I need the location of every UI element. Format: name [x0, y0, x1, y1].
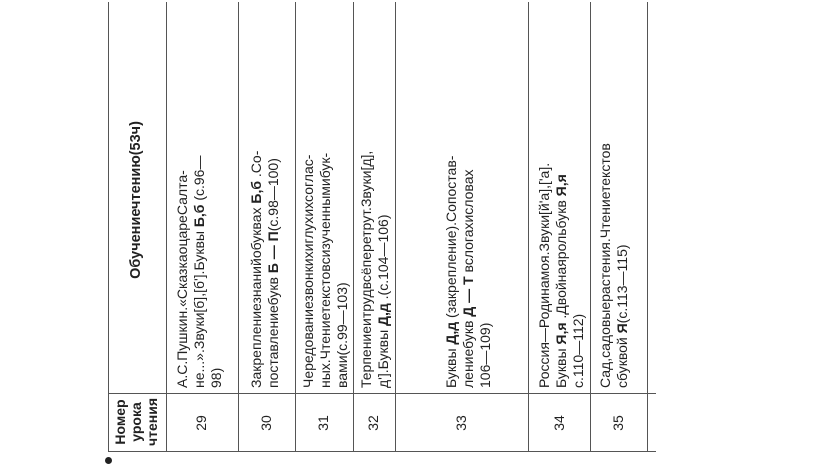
text-line: Сад,садовыерастения.Чтениетекстов	[597, 143, 613, 388]
text-line	[191, 8, 208, 388]
header-lesson-number: Номер урока чтения	[112, 398, 160, 447]
text-line: Терпениеитрудвсёперетрут.Звуки[д],	[358, 150, 374, 388]
text-span: Буквы	[553, 344, 569, 388]
lesson-number: 33	[453, 415, 469, 431]
bullet-icon	[105, 457, 112, 464]
bold-letters: Д,д	[443, 321, 459, 345]
text-span: (с.96—	[191, 155, 207, 205]
bold-letters: Б,б	[191, 204, 207, 228]
text-span: (с.113—115)	[614, 244, 630, 324]
lesson-number: 34	[551, 415, 567, 431]
text-line	[265, 8, 282, 388]
text-span: не...».Звуки[б],[б'].Буквы	[191, 227, 207, 388]
text-line	[248, 8, 265, 388]
text-line: 106—109)	[477, 322, 493, 388]
text-span: (с.98—100)	[265, 158, 281, 232]
table-border-left	[108, 451, 656, 452]
row-divider	[166, 2, 167, 452]
header-reading-training: Обучениечтению(53ч)	[128, 121, 144, 279]
bold-letters: Д,д	[375, 303, 391, 326]
column-divider	[108, 393, 656, 394]
text-line: с.110—112)	[570, 313, 586, 388]
bold-letters: Я	[614, 323, 630, 334]
lesson-description	[300, 8, 351, 388]
text-line: вами(с.99—103)	[334, 282, 350, 388]
rotated-table	[108, 2, 656, 452]
text-span: поставлениебукв	[265, 273, 281, 388]
row-divider	[590, 2, 591, 452]
lesson-description	[536, 8, 587, 388]
text-span: лениебукв	[460, 316, 476, 388]
row-divider	[238, 2, 239, 452]
lesson-number: 29	[193, 415, 209, 431]
lesson-number: 30	[258, 415, 274, 431]
lesson-description	[358, 8, 392, 388]
lesson-number: 31	[315, 415, 331, 431]
text-line	[460, 8, 477, 388]
lesson-description	[248, 8, 282, 388]
text-span: .Двойнаярольбукв	[553, 196, 569, 323]
row-divider	[353, 2, 354, 452]
text-span: Буквы	[443, 344, 459, 388]
row-divider	[395, 2, 396, 452]
text-span: д'].Буквы	[375, 325, 391, 388]
text-line: А.С.Пушкин.«СказкаоцареСалта-	[174, 170, 190, 388]
text-line: ных.Чтениетекстовсизученнымибук-	[317, 152, 333, 388]
lesson-number: 35	[610, 415, 626, 431]
bold-letters: Б,б	[248, 180, 264, 204]
lesson-description	[443, 8, 494, 388]
text-span: Закреплениезнанийобуквах	[248, 203, 264, 388]
text-span: вслогахисловах	[460, 169, 476, 277]
lesson-description	[597, 8, 631, 388]
row-divider	[295, 2, 296, 452]
text-line: 98)	[208, 367, 224, 388]
text-span: .(с.104—106)	[375, 214, 391, 304]
bold-letters: Д — Т	[460, 276, 476, 317]
row-divider	[647, 2, 648, 452]
text-line	[614, 8, 631, 388]
table-border-top	[108, 2, 109, 452]
lesson-description	[174, 8, 225, 388]
text-line	[553, 8, 570, 388]
text-span: .Со-	[248, 150, 264, 181]
text-line	[443, 8, 460, 388]
row-divider	[528, 2, 529, 452]
text-span: (закрепление).Сопостав-	[443, 155, 459, 322]
lesson-number: 32	[365, 415, 381, 431]
text-line: Чередованиезвонкихиглухихсоглас-	[300, 154, 316, 388]
text-line	[375, 8, 392, 388]
text-line: Россия—Родинамоя.Звуки[й'а],['а].	[536, 162, 552, 388]
bold-letters: Я,я	[553, 322, 569, 345]
bold-letters: Я,я	[553, 174, 569, 197]
text-span: сбуквой	[614, 333, 630, 388]
bold-letters: Б — П	[265, 231, 281, 274]
